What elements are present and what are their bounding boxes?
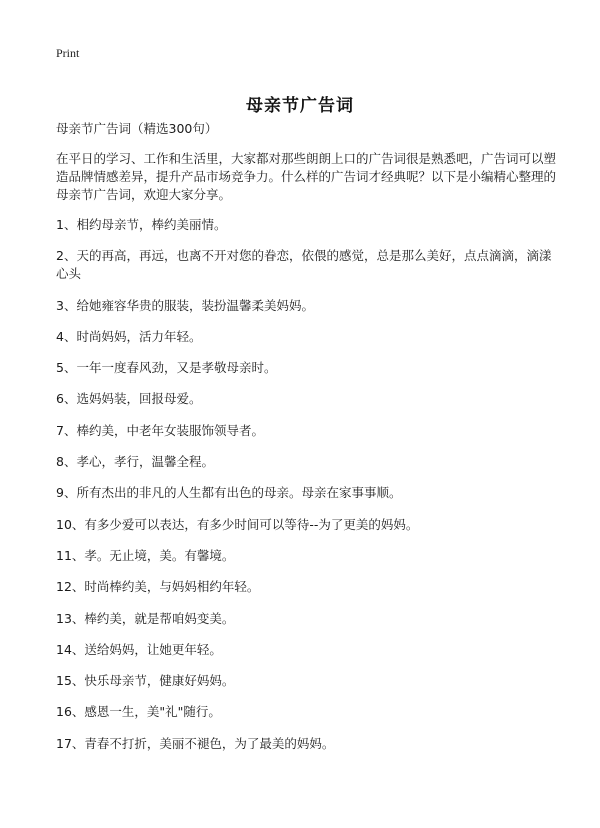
- list-item: 9、所有杰出的非凡的人生都有出色的母亲。母亲在家事事顺。: [56, 485, 402, 501]
- list-item: 6、选妈妈装，回报母爱。: [56, 391, 202, 407]
- list-item: 10、有多少爱可以表达，有多少时间可以等待--为了更美的妈妈。: [56, 516, 419, 532]
- list-item: 13、棒约美，就是帮咱妈变美。: [56, 610, 235, 626]
- subtitle: 母亲节广告词（精选300句）: [56, 121, 218, 136]
- list-item: 7、棒约美，中老年女装服饰领导者。: [56, 422, 264, 438]
- list-item: 14、送给妈妈，让她更年轻。: [56, 641, 222, 657]
- intro-paragraph: 在平日的学习、工作和生活里，大家都对那些朗朗上口的广告词很是熟悉吧，广告词可以塑造品牌情感差异，提升产品市场竞争力。什么样的广告词才经典呢？以下是小编精心整理的母亲节广告词，欢迎大家分享。: [56, 151, 557, 202]
- list-item: 17、青春不打折，美丽不褪色，为了最美的妈妈。: [56, 735, 335, 751]
- list-item: 1、相约母亲节，棒约美丽情。: [56, 217, 227, 232]
- list-item: 3、给她雍容华贵的服装，装扮温馨柔美妈妈。: [56, 297, 314, 313]
- list-item: 15、快乐母亲节，健康好妈妈。: [56, 673, 235, 689]
- list-item: 11、孝。无止境，美。有馨境。: [56, 547, 235, 563]
- list-item: 2、天的再高，再远，也离不开对您的眷恋，依偎的感觉，总是那么美好，点点滴滴，滴漾心头: [56, 248, 552, 282]
- article-body: [56, 120, 556, 766]
- page-title: 母亲节广告词: [246, 96, 354, 117]
- print-link[interactable]: Print: [56, 46, 80, 60]
- list-item: 4、时尚妈妈，活力年轻。: [56, 328, 202, 344]
- list-item: 5、一年一度春风劲，又是孝敬母亲时。: [56, 360, 277, 376]
- list-item: 12、时尚棒约美，与妈妈相约年轻。: [56, 579, 260, 595]
- list-item: 8、孝心，孝行，温馨全程。: [56, 454, 214, 470]
- list-item: 16、感恩一生，美"礼"随行。: [56, 704, 221, 720]
- slogan-list: [56, 216, 556, 753]
